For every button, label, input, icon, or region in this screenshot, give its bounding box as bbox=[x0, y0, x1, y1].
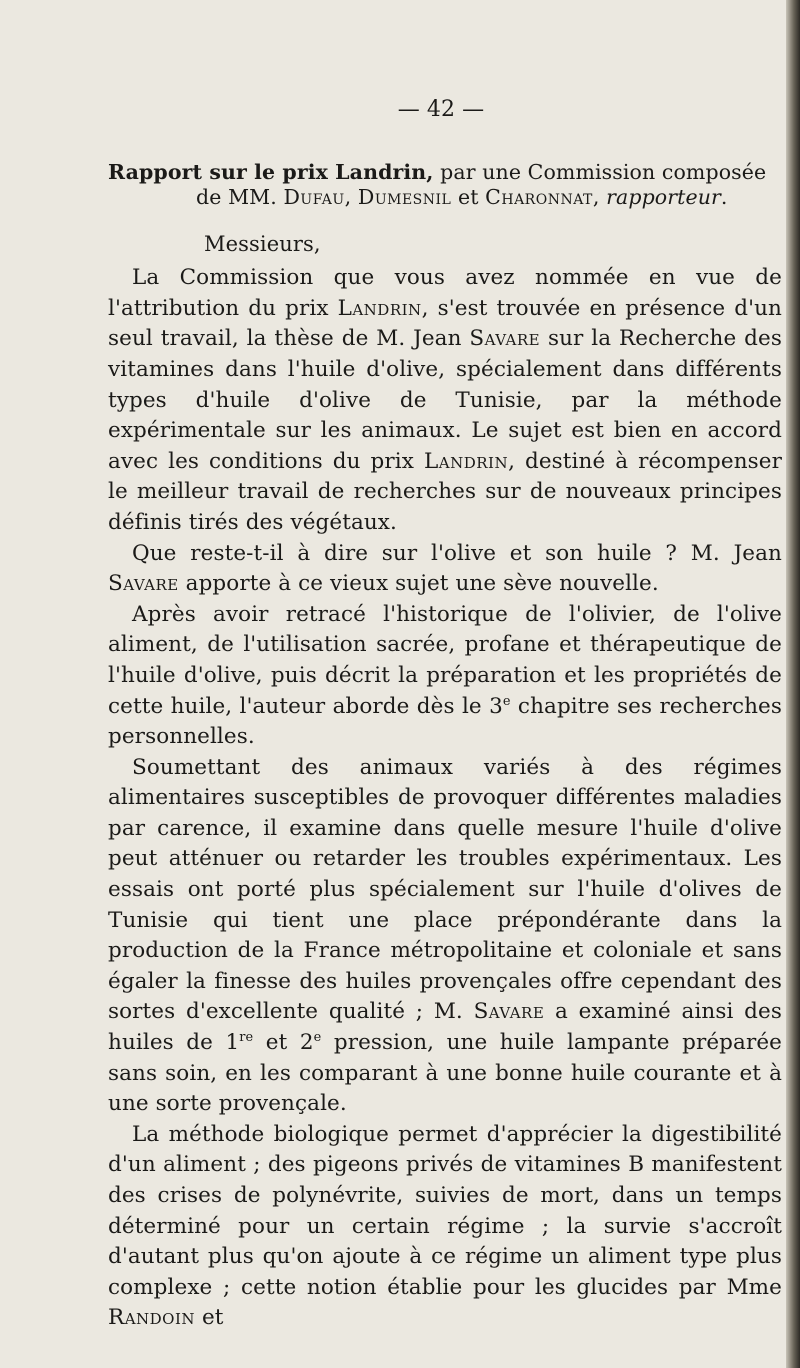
paragraph-1 bbox=[108, 263, 782, 538]
text-run: La Commission que vous avez nommée en vue de l'attribution du prix bbox=[108, 265, 782, 321]
committee-member: Dufau bbox=[283, 184, 345, 209]
text-run: et bbox=[195, 1305, 224, 1331]
separator: , bbox=[344, 184, 358, 209]
name-run: Savare bbox=[469, 326, 541, 352]
report-title: Rapport sur le prix Landrin, bbox=[108, 159, 434, 184]
name-run: Savare bbox=[473, 999, 545, 1025]
report-committee-line bbox=[108, 185, 782, 210]
separator: . bbox=[720, 184, 728, 209]
text-run: apporte à ce vieux sujet une sève nouvelle. bbox=[178, 571, 659, 597]
text-run: sur la Recherche des vitamines dans l'huile d'olive, spécialement dans différents types d'huile d'olive de Tunisie, par la méthode expérimentale sur les animaux. Le sujet est bien en accord avec les conditions du prix bbox=[108, 326, 782, 474]
superscript: e bbox=[313, 1029, 322, 1045]
text-run: La méthode biologique permet d'apprécier la digestibilité d'un aliment ; des pigeons privés de vitamines B manifestent des crises de polynévrite, suivies de mort, dans un temps déterminé pour un certain régime ; la survie s'accroît d'autant plus qu'on ajoute à ce régime un aliment type plus complexe ; cette notion établie pour les glucides par Mme bbox=[108, 1121, 782, 1300]
text-run: chapitre ses recherches personnelles. bbox=[108, 693, 783, 750]
name-run: Savare bbox=[108, 571, 179, 597]
committee-member: Charonnat bbox=[485, 184, 593, 209]
text-run: , destiné à récompenser le meilleur travail de recherches sur de nouveaux principes définis tirés des végétaux. bbox=[108, 448, 782, 535]
paragraph-4 bbox=[108, 753, 782, 1120]
committee-prefix: de MM. bbox=[196, 184, 277, 209]
name-run: Landrin bbox=[423, 448, 509, 474]
superscript: re bbox=[239, 1029, 254, 1045]
text-run: et 2 bbox=[253, 1030, 314, 1056]
superscript: e bbox=[502, 693, 511, 709]
salutation: Messieurs, bbox=[204, 231, 321, 256]
report-committee-text: par une Commission composée bbox=[440, 159, 767, 184]
paragraph-2 bbox=[108, 539, 782, 600]
separator: , bbox=[592, 184, 607, 209]
page-binding-edge bbox=[786, 0, 800, 1368]
paragraph-5 bbox=[108, 1120, 782, 1334]
text-run: pression, une huile lampante préparée sans soin, en les comparant à une bonne huile courante et à une sorte provençale. bbox=[108, 1030, 782, 1117]
separator: et bbox=[451, 184, 486, 209]
rapporteur-role: rapporteur bbox=[606, 184, 721, 209]
text-run: Après avoir retracé l'historique de l'olivier, de l'olive aliment, de l'utilisation sacrée, profane et thérapeutique de l'huile d'olive, puis décrit la préparation et les propriétés de cette huile, l'auteur aborde dès le 3 bbox=[108, 601, 782, 719]
page-text bbox=[108, 95, 782, 1334]
committee-member: Dumesnil bbox=[357, 184, 452, 209]
text-run: , s'est trouvée en présence d'un seul travail, la thèse de M. Jean bbox=[108, 295, 783, 352]
paragraph-3 bbox=[108, 600, 782, 753]
name-run: Randoin bbox=[108, 1305, 196, 1331]
text-run: Que reste-t-il à dire sur l'olive et son huile ? M. Jean bbox=[132, 540, 782, 566]
text-run: a examiné ainsi des huiles de 1 bbox=[108, 999, 782, 1056]
text-run: Soumettant des animaux variés à des régimes alimentaires susceptibles de provoquer différentes maladies par carence, il examine dans quelle mesure l'huile d'olive peut atténuer ou retarder les troubles expérimentaux. Les essais ont porté plus spécialement sur l'huile d'olives de Tunisie qui tient une place prépondérante dans la production de la France métropolitaine et coloniale et sans égaler la finesse des huiles provençales offre cependant des sortes d'excellente qualité ; M. bbox=[108, 754, 782, 1025]
page-number: — 42 — bbox=[397, 97, 485, 122]
report-heading bbox=[108, 160, 782, 210]
name-run: Landrin bbox=[337, 295, 422, 321]
